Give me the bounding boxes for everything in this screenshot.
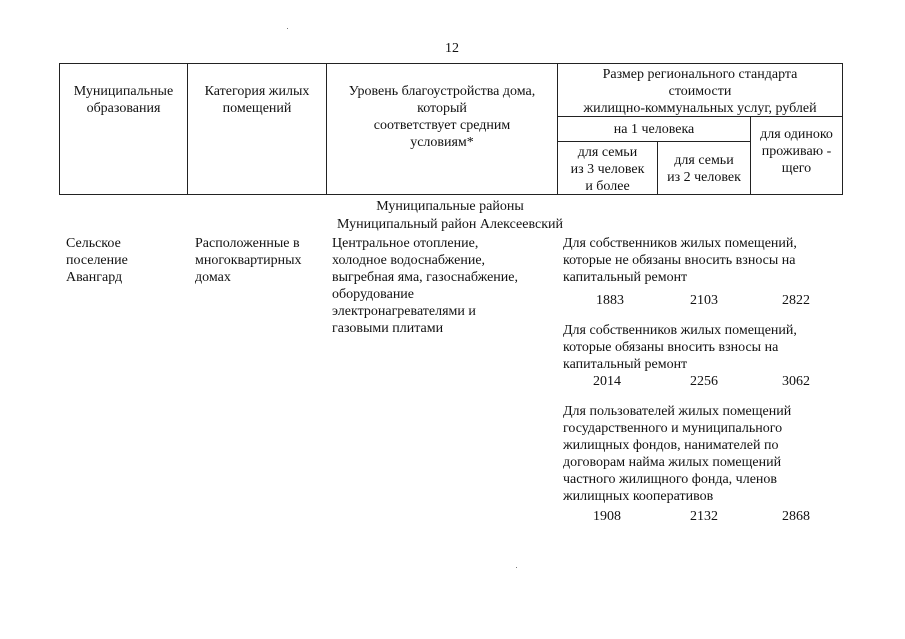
table-bottom-border <box>59 194 843 195</box>
category-cell: Расположенные в многоквартирных домах <box>195 236 302 285</box>
group-label: Для пользователей жилых помещений государственного и муниципального жилищных фондов, нанимателей по договорам найма жилых помещений частного жилищного фонда, членов жилищных кооперативов <box>563 404 792 504</box>
value-single: 2868 <box>782 509 810 524</box>
table-right-border <box>842 63 843 195</box>
header-family2: для семьи из 2 человек <box>667 153 741 185</box>
value-family2: 2256 <box>690 374 718 389</box>
header-standard: Размер регионального стандарта стоимости жилищно-коммунальных услуг, рублей <box>583 67 817 116</box>
header-family3: для семьи из 3 человек и более <box>570 145 645 194</box>
scan-speck <box>516 567 517 568</box>
header-category: Категория жилых помещений <box>204 84 310 116</box>
header-level: Уровень благоустройства дома, который соответствует средним условиям* <box>348 84 536 150</box>
district-title: Муниципальный район Алексеевский <box>337 217 563 232</box>
table-top-border <box>59 63 843 64</box>
header-per-person: на 1 человека <box>613 122 695 137</box>
header-single: для одиноко проживаю - щего <box>760 127 833 176</box>
value-single: 2822 <box>782 293 810 308</box>
group-label: Для собственников жилых помещений, которые обязаны вносить взносы на капитальный ремонт <box>563 323 797 372</box>
municipal-cell: Сельское поселение Авангард <box>66 236 128 285</box>
group-label: Для собственников жилых помещений, которые не обязаны вносить взносы на капитальный ремонт <box>563 236 797 285</box>
page-number: 12 <box>445 41 459 56</box>
value-family3: 2014 <box>593 374 621 389</box>
value-family2: 2103 <box>690 293 718 308</box>
value-single: 3062 <box>782 374 810 389</box>
header-municipal: Муниципальные образования <box>73 84 174 116</box>
value-family3: 1908 <box>593 509 621 524</box>
section-title: Муниципальные районы <box>376 199 524 214</box>
value-family3: 1883 <box>596 293 624 308</box>
per-person-border <box>557 141 750 142</box>
level-cell: Центральное отопление, холодное водоснабжение, выгребная яма, газоснабжение, оборудование электронагревателями и газовыми плитами <box>332 236 519 336</box>
value-family2: 2132 <box>690 509 718 524</box>
scan-speck <box>287 28 288 29</box>
